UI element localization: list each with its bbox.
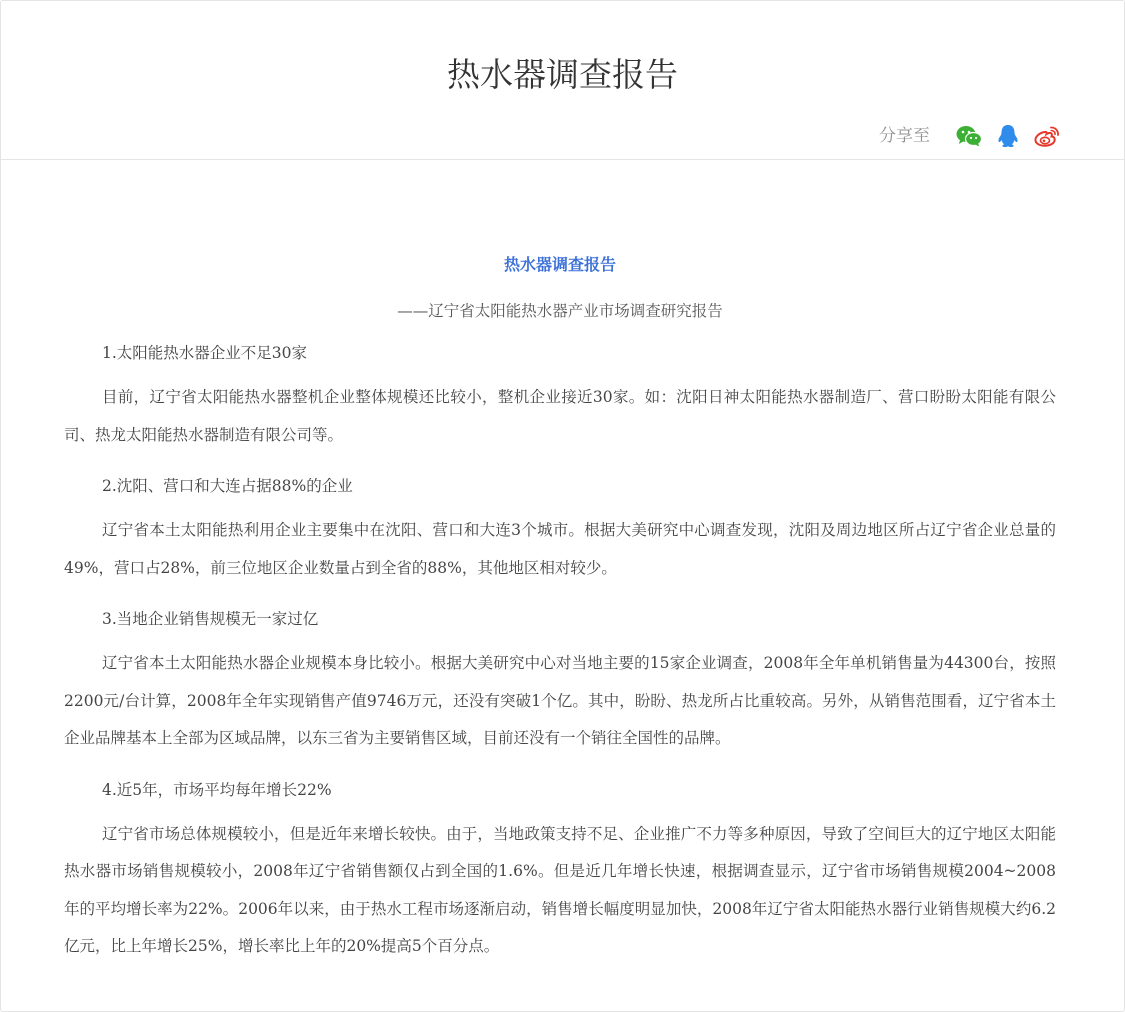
share-bar [879,122,1061,150]
page-title: 热水器调查报告 [447,55,678,94]
section-heading: 2.沈阳、营口和大连占据88%的企业 [102,477,353,495]
page-header [1,1,1124,160]
section-paragraph: 辽宁省本土太阳能热利用企业主要集中在沈阳、营口和大连3个城市。根据大美研究中心调查发现，沈阳及周边地区所占辽宁省企业总量的49%，营口占28%，前三位地区企业数量占到全省的88%，其他地区相对较少。 [64,521,1056,577]
article-title: 热水器调查报告 [503,255,616,274]
section-heading: 3.当地企业销售规模无一家过亿 [102,610,319,628]
wechat-icon[interactable] [955,122,983,150]
weibo-icon[interactable] [1033,122,1061,150]
article-subtitle: ——辽宁省太阳能热水器产业市场调查研究报告 [397,302,723,320]
section-heading: 1.太阳能热水器企业不足30家 [102,344,308,362]
section-paragraph: 目前，辽宁省太阳能热水器整机企业整体规模还比较小，整机企业接近30家。如：沈阳日神太阳能热水器制造厂、营口盼盼太阳能有限公司、热龙太阳能热水器制造有限公司等。 [64,388,1056,444]
qq-icon[interactable] [994,122,1022,150]
section-paragraph: 辽宁省本土太阳能热水器企业规模本身比较小。根据大美研究中心对当地主要的15家企业调查，2008年全年单机销售量为44300台，按照2200元/台计算，2008年全年实现销售产值9746万元，还没有突破1个亿。其中，盼盼、热龙所占比重较高。另外，从销售范围看，辽宁省本土企业品牌基本上全部为区域品牌，以东三省为主要销售区域，目前还没有一个销往全国性的品牌。 [64,654,1056,747]
section-heading: 4.近5年，市场平均每年增长22% [102,780,332,799]
article-body [64,241,1056,966]
section-paragraph: 辽宁省市场总体规模较小，但是近年来增长较快。由于，当地政策支持不足、企业推广不力等多种原因，导致了空间巨大的辽宁地区太阳能热水器市场销售规模较小，2008年辽宁省销售额仅占到全国的1.6%。但是近几年增长快速，根据调查显示，辽宁省市场销售规模2004~2008年的平均增长率为22%。2006年以来，由于热水工程市场逐渐启动，销售增长幅度明显加快，2008年辽宁省太阳能热水器行业销售规模大约6.2亿元，比上年增长25%，增长率比上年的20%提高5个百分点。 [64,824,1056,955]
share-label: 分享至 [879,126,930,146]
